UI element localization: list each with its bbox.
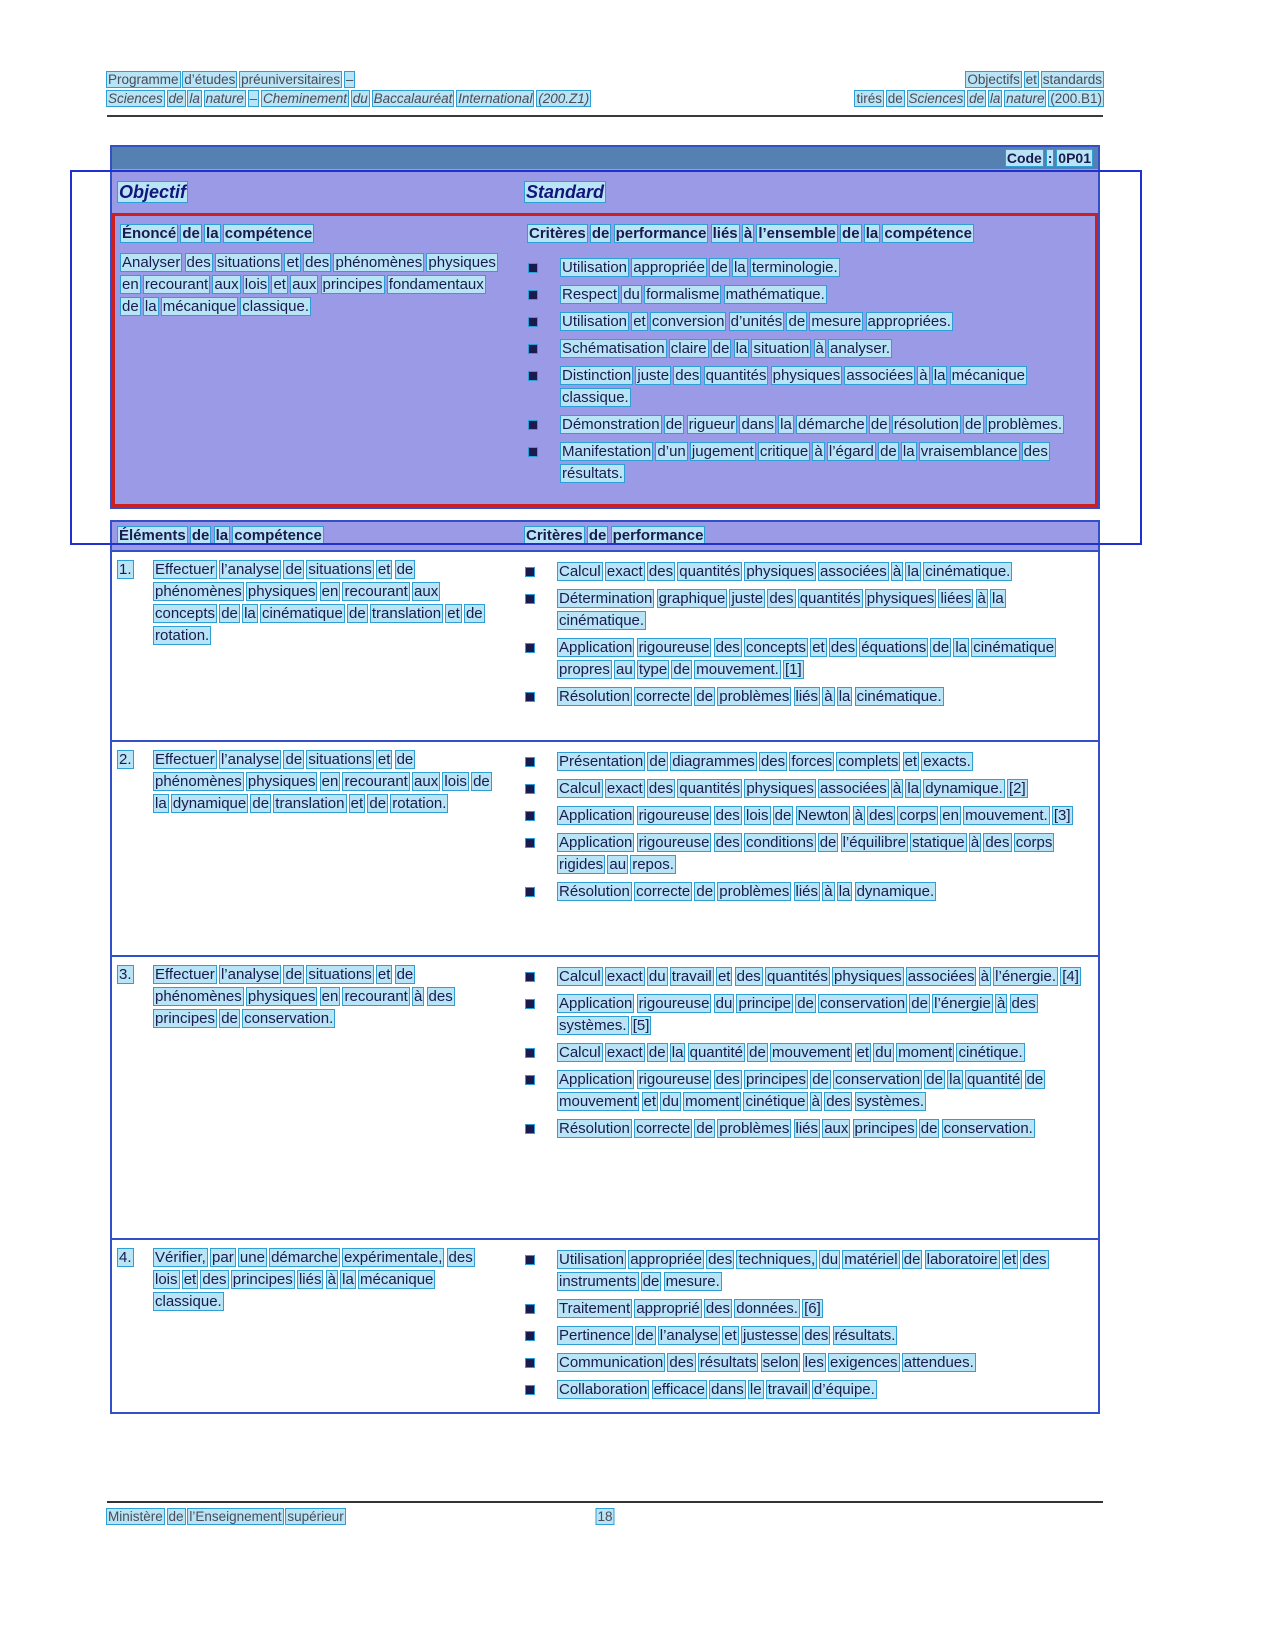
critere-item [525, 1325, 1088, 1347]
critere-text: Utilisation et conversion d’unités de mesure appropriées. [562, 313, 951, 330]
critere-item [525, 966, 1088, 988]
criteres-list [525, 1247, 1088, 1401]
objectif-standard-header-row [112, 169, 1098, 213]
critere-text: Application rigoureuse des conditions de l’équilibre statique à des corps rigides au repos. [559, 834, 1053, 873]
element-cell-2 [112, 742, 512, 955]
bullet-icon [529, 372, 537, 380]
bullet-icon [526, 1076, 534, 1084]
enonce-body-row [115, 250, 1095, 504]
critere-item [528, 414, 1085, 436]
criteres-ensemble-cell [515, 250, 1095, 496]
critere-text: Collaboration efficace dans le travail d’équipe. [559, 1381, 875, 1398]
critere-text: Calcul exact des quantités physiques associées à la cinématique. [559, 563, 1011, 580]
bullet-icon [526, 812, 534, 820]
critere-text: Détermination graphique juste des quantités physiques liées à la cinématique. [559, 590, 1004, 629]
page-footer [107, 1501, 1103, 1524]
bullet-icon [526, 758, 534, 766]
elements-competence-header: Éléments de la compétence [119, 527, 322, 544]
header-line-1 [107, 70, 1103, 89]
element-number: 2. [119, 751, 132, 768]
critere-text: Résolution correcte de problèmes liés à la dynamique. [559, 883, 935, 900]
critere-text: Résolution correcte de problèmes liés à la cinématique. [559, 688, 942, 705]
criteres-ensemble-header: Critères de performance liés à l’ensemble de la compétence [529, 225, 972, 242]
critere-text: Calcul exact du travail et des quantités physiques associées à l’énergie. [4] [559, 968, 1079, 985]
criteres-list [525, 559, 1088, 708]
bullet-icon [526, 839, 534, 847]
bullet-icon [526, 888, 534, 896]
critere-text: Application rigoureuse des concepts et des équations de la cinématique propres au type de mouvement. [1] [559, 639, 1055, 678]
element-cell-1 [112, 552, 512, 740]
standard-header: Standard [526, 182, 605, 202]
bullet-icon [526, 973, 534, 981]
element-number: 1. [119, 561, 132, 578]
criteres-list [525, 964, 1088, 1140]
critere-item [525, 1042, 1088, 1064]
critere-item [528, 338, 1085, 360]
page-header [107, 70, 1103, 117]
critere-text: Application rigoureuse des lois de Newton à des corps en mouvement. [3] [559, 807, 1071, 824]
criteres-ensemble-list [528, 255, 1085, 485]
bullet-icon [526, 595, 534, 603]
bullet-icon [526, 1049, 534, 1057]
critere-item [525, 1069, 1088, 1113]
critere-text: Manifestation d’un jugement critique à l’égard de la vraisemblance des résultats. [562, 443, 1048, 482]
bullet-icon [526, 1000, 534, 1008]
critere-item [528, 311, 1085, 333]
critere-item [528, 284, 1085, 306]
bullet-icon [526, 785, 534, 793]
critere-item [525, 1379, 1088, 1401]
element-row-4 [112, 1238, 1098, 1412]
element-row-3 [112, 955, 1098, 1238]
header-right-line2-prefix: tirés de [856, 91, 903, 106]
critere-item [528, 257, 1085, 279]
objectif-header: Objectif [119, 182, 187, 202]
objectif-standard-table [110, 145, 1100, 509]
bullet-icon [526, 1256, 534, 1264]
enonce-text: Analyser des situations et des phénomènes physiques en recourant aux lois et aux principes fondamentaux de la mécanique classique. [122, 254, 496, 315]
elements-header-row [112, 522, 1098, 550]
element-number: 3. [119, 966, 132, 983]
bullet-icon [529, 318, 537, 326]
enonce-box [112, 213, 1098, 507]
critere-item [525, 751, 1088, 773]
bullet-icon [529, 448, 537, 456]
critere-item [525, 1352, 1088, 1374]
element-row-1 [112, 550, 1098, 740]
critere-item [525, 832, 1088, 876]
critere-item [525, 1118, 1088, 1140]
enonce-competence-header: Énoncé de la compétence [122, 225, 313, 242]
code-bar [112, 147, 1098, 169]
critere-text: Distinction juste des quantités physiques associées à la mécanique classique. [562, 367, 1026, 406]
bullet-icon [526, 693, 534, 701]
criteres-cell-2 [512, 742, 1098, 955]
critere-text: Présentation de diagrammes des forces complets et exacts. [559, 753, 971, 770]
critere-item [525, 686, 1088, 708]
critere-item [525, 805, 1088, 827]
bullet-icon [526, 1386, 534, 1394]
page-number: 18 [597, 1509, 613, 1524]
element-text: Vérifier, par une démarche expérimentale, des lois et des principes liés à la mécanique classique. [155, 1249, 473, 1310]
bullet-icon [526, 568, 534, 576]
element-text: Effectuer l’analyse de situations et de phénomènes physiques en recourant aux lois de la dynamique de translation et de rotation. [155, 751, 490, 812]
critere-text: Pertinence de l’analyse et justesse des résultats. [559, 1327, 896, 1344]
footer-ministry-text: Ministère de l’Enseignement supérieur [108, 1509, 344, 1524]
criteres-list [525, 749, 1088, 903]
bullet-icon [529, 264, 537, 272]
critere-text: Traitement approprié des données. [6] [559, 1300, 821, 1317]
critere-item [525, 561, 1088, 583]
critere-item [528, 441, 1085, 485]
bullet-icon [529, 345, 537, 353]
element-text: Effectuer l’analyse de situations et de phénomènes physiques en recourant aux concepts de la cinématique de translation et de rotation. [155, 561, 483, 644]
bullet-icon [526, 1305, 534, 1313]
critere-item [525, 993, 1088, 1037]
bullet-icon [529, 421, 537, 429]
criteres-performance-header: Critères de performance [526, 527, 704, 544]
critere-text: Application rigoureuse du principe de conservation de l’énergie à des systèmes. [5] [559, 995, 1036, 1034]
critere-text: Démonstration de rigueur dans la démarche de résolution de problèmes. [562, 416, 1063, 433]
critere-text: Résolution correcte de problèmes liés aux principes de conservation. [559, 1120, 1033, 1137]
critere-item [525, 588, 1088, 632]
element-cell-4 [112, 1240, 512, 1412]
element-number: 4. [119, 1249, 132, 1266]
critere-text: Respect du formalisme mathématique. [562, 286, 825, 303]
criteres-cell-1 [512, 552, 1098, 740]
element-text: Effectuer l’analyse de situations et de phénomènes physiques en recourant à des principes de conservation. [155, 966, 453, 1027]
critere-item [525, 1249, 1088, 1293]
code-label: Code : 0P01 [1006, 150, 1091, 166]
header-left-line1: Programme d’études préuniversitaires – [108, 72, 354, 87]
bullet-icon [526, 1359, 534, 1367]
header-right-line1: Objectifs et standards [967, 72, 1102, 87]
critere-text: Utilisation appropriée des techniques, du matériel de laboratoire et des instruments de mesure. [559, 1251, 1047, 1290]
critere-text: Calcul exact de la quantité de mouvement et du moment cinétique. [559, 1044, 1023, 1061]
header-left-line2: Sciences de la nature – Cheminement du Baccalauréat International (200.Z1) [108, 91, 590, 106]
critere-item [525, 778, 1088, 800]
bullet-icon [526, 644, 534, 652]
header-right-line2-title: Sciences de la nature [908, 91, 1045, 106]
header-right-line2 [855, 89, 1103, 108]
critere-item [528, 365, 1085, 409]
header-right-line2-suffix: (200.B1) [1050, 91, 1102, 106]
element-cell-3 [112, 957, 512, 1238]
critere-item [525, 1298, 1088, 1320]
critere-item [525, 881, 1088, 903]
element-row-2 [112, 740, 1098, 955]
elements-table [110, 520, 1100, 1414]
critere-text: Calcul exact des quantités physiques associées à la dynamique. [2] [559, 780, 1026, 797]
critere-text: Communication des résultats selon les exigences attendues. [559, 1354, 974, 1371]
bullet-icon [526, 1125, 534, 1133]
bullet-icon [526, 1332, 534, 1340]
criteres-cell-4 [512, 1240, 1098, 1412]
criteres-cell-3 [512, 957, 1098, 1238]
critere-text: Application rigoureuse des principes de conservation de la quantité de mouvement et du moment cinétique à des systèmes. [559, 1071, 1044, 1110]
critere-item [525, 637, 1088, 681]
critere-text: Schématisation claire de la situation à analyser. [562, 340, 891, 357]
bullet-icon [529, 291, 537, 299]
header-line-2 [107, 89, 1103, 108]
critere-text: Utilisation appropriée de la terminologie. [562, 259, 838, 276]
enonce-header-row [115, 216, 1095, 250]
